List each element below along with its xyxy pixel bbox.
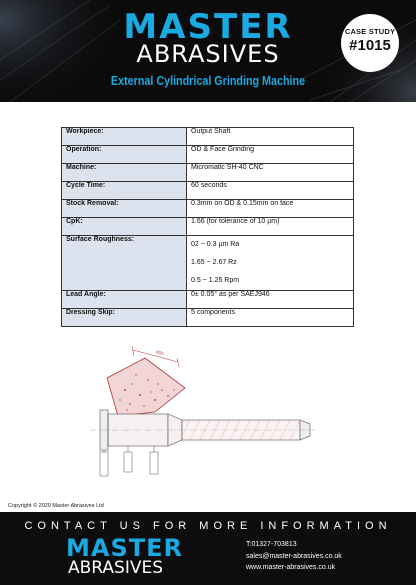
spec-table bbox=[61, 127, 354, 327]
roughness-rz: 1.65 ~ 2.67 Rz bbox=[191, 259, 237, 266]
table-row bbox=[62, 146, 354, 164]
cycle-time-label: Cycle Time: bbox=[62, 182, 187, 200]
footer-logo-abrasives: ABRASIVES bbox=[68, 558, 164, 578]
table-row bbox=[62, 218, 354, 236]
operation-value: OD & Face Grinding bbox=[187, 146, 354, 164]
logo-master-text: MASTER bbox=[123, 7, 293, 47]
dimension-markers bbox=[100, 446, 158, 476]
table-row bbox=[62, 164, 354, 182]
footer-contact-details bbox=[246, 539, 342, 574]
cpk-label: CpK: bbox=[62, 218, 187, 236]
roughness-ra: 02 ~ 0.3 µm Ra bbox=[191, 241, 240, 248]
surface-roughness-label: Surface Roughness: bbox=[62, 236, 187, 291]
contact-heading: CONTACT US FOR MORE INFORMATION bbox=[24, 520, 392, 532]
lead-angle-label: Lead Angle: bbox=[62, 291, 187, 309]
page-subtitle: External Cylindrical Grinding Machine bbox=[110, 74, 306, 88]
workpiece-label: Workpiece: bbox=[62, 128, 187, 146]
grinding-wheel-icon bbox=[107, 346, 185, 416]
stock-removal-value: 0.3mm on OD & 0.15mm on face bbox=[187, 200, 354, 218]
table-row bbox=[62, 200, 354, 218]
lead-angle-value: 0± 0.05° as per SAEJ946 bbox=[187, 291, 354, 309]
email-link[interactable]: sales@master-abrasives.co.uk bbox=[246, 552, 342, 560]
workpiece-value: Output Shaft bbox=[187, 128, 354, 146]
cpk-value: 1.66 (for tolerance of 10 µm) bbox=[187, 218, 354, 236]
table-row bbox=[62, 309, 354, 327]
header-banner bbox=[0, 0, 416, 102]
machine-value: Micromatic SH-40 CNC bbox=[187, 164, 354, 182]
logo-abrasives-text: ABRASIVES bbox=[136, 40, 280, 68]
table-row bbox=[62, 182, 354, 200]
badge-label: CASE STUDY bbox=[344, 27, 396, 36]
table-row bbox=[62, 236, 354, 291]
table-row bbox=[62, 291, 354, 309]
svg-text:Ø50: Ø50 bbox=[155, 349, 165, 356]
table-row bbox=[62, 128, 354, 146]
badge-number: #1015 bbox=[349, 37, 391, 54]
phone-number: T:01327-703813 bbox=[246, 541, 297, 548]
machine-label: Machine: bbox=[62, 164, 187, 182]
dressing-skip-label: Dressing Skip: bbox=[62, 309, 187, 327]
dressing-skip-value: 5 components bbox=[187, 309, 354, 327]
stock-removal-label: Stock Removal: bbox=[62, 200, 187, 218]
surface-roughness-values bbox=[187, 236, 354, 291]
cycle-time-value: 60 seconds bbox=[187, 182, 354, 200]
case-study-badge bbox=[341, 14, 399, 72]
roughness-rpm: 0.5 ~ 1.25 Rpm bbox=[191, 277, 240, 284]
footer-logo-master: MASTER bbox=[66, 534, 183, 562]
copyright-text: Copyright © 2020 Master Abrasives Ltd bbox=[8, 503, 104, 509]
website-link[interactable]: www.master-abrasives.co.uk bbox=[246, 564, 336, 571]
operation-label: Operation: bbox=[62, 146, 187, 164]
shaft-grinding-drawing bbox=[70, 340, 320, 490]
output-shaft-icon bbox=[90, 410, 315, 450]
